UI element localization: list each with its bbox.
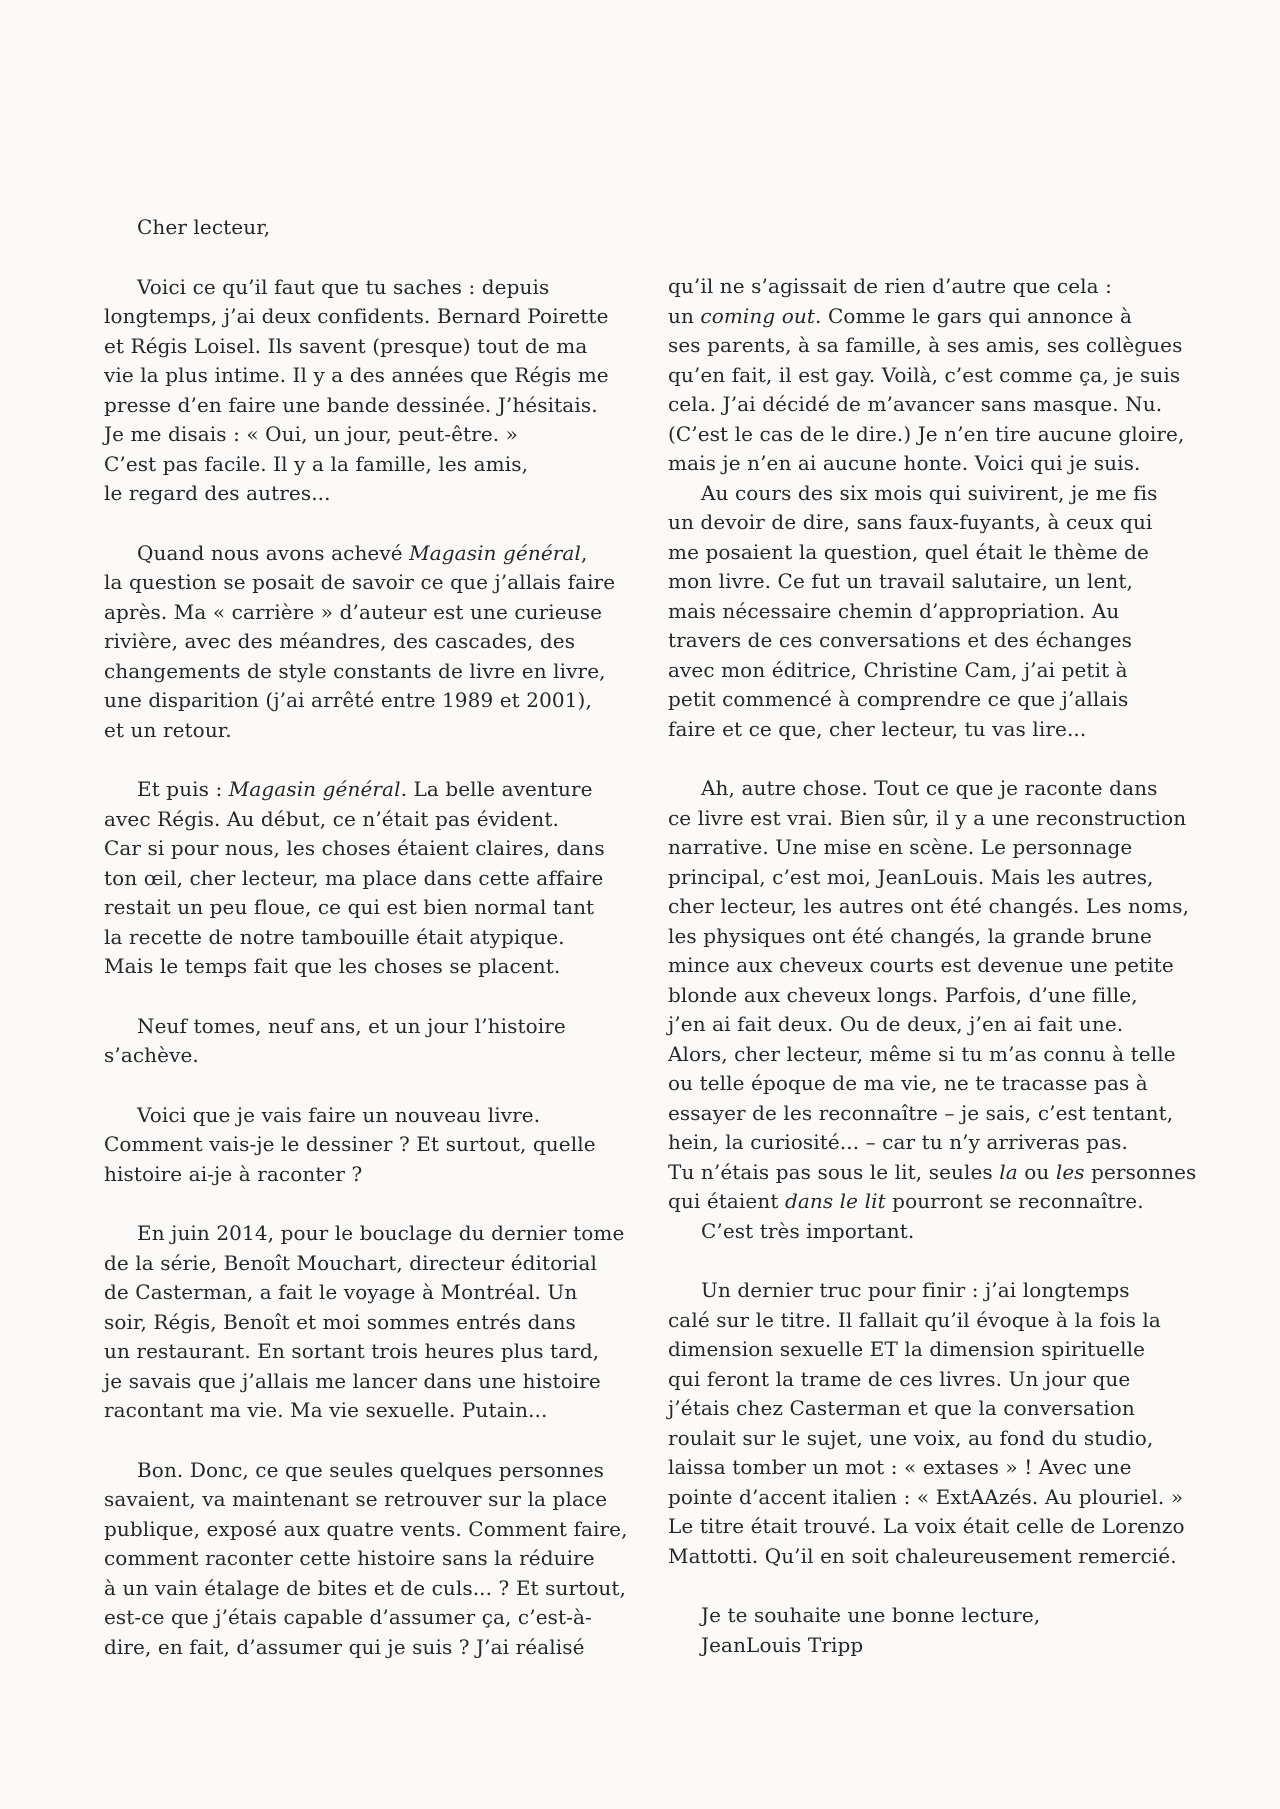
left-column [104,213,629,1662]
italic-text: les [1055,1159,1085,1184]
italic-text: dans le lit [784,1189,886,1213]
paragraph: Bon. Donc, ce que seules quelques personnes savaient, va maintenant se retrouver sur la place publique, exposé aux quatre vents. Comment faire, comment raconter cette histoire sans la réduire à un vain étalage de bites et de culs... ? Et surtout, est-ce que j’étais capable d’assumer ça, c’est-à- dire, en fait, d’assumer qui je suis ? J’ai réalisé [104,1457,628,1659]
paragraph: En juin 2014, pour le bouclage du dernier tome de la série, Benoît Mouchart, directeur éditorial de Casterman, a fait le voyage à Montréal. Un soir, Régis, Benoît et moi sommes entrés dans un restaurant. En sortant trois heures plus tard, je savais que j’allais me lancer dans une histoire racontant ma vie. Ma vie sexuelle. Putain... [104,1221,625,1422]
italic-text: coming out [700,303,816,328]
paragraph: Neuf tomes, neuf ans, et un jour l’histoire s’achève. [104,1013,566,1067]
paragraph: Au cours des six mois qui suivirent, je me fis un devoir de dire, sans faux-fuyants, à ceux qui me posaient la question, quel était le thème de mon livre. Ce fut un travail salutaire, un lent, mais nécessaire chemin d’appropriation. Au travers de ces conversations et des échanges avec mon éditrice, Christine Cam, j’ai petit à petit commencé à comprendre ce que j’allais faire et ce que, cher lecteur, tu vas lire... [668,480,1158,741]
paragraph: qu’il ne s’agissait de rien d’autre que cela : un coming out. Comme le gars qui annonce à ses parents, à sa famille, à ses amis, ses collègues qu’en fait, il est gay. Voilà, c’est comme ça, je suis cela. J’ai décidé de m’avancer sans masque. Nu. (C’est le cas de le dire.) Je n’en tire aucune gloire, mais je n’en ai aucune honte. Voici qui je suis. [668,274,1185,475]
paragraph: Ah, autre chose. Tout ce que je raconte dans ce livre est vrai. Bien sûr, il y a une reconstruction narrative. Une mise en scène. Le personnage principal, c’est moi, JeanLouis. Mais les autres, cher lecteur, les autres ont été changés. Les noms, les physiques ont été changés, la grande brune mince aux cheveux courts est devenue une petite blonde aux cheveux longs. Parfois, d’une fille, j’en ai fait deux. Ou de deux, j’en ai fait une. Alors, cher lecteur, même si tu m’as connu à telle ou telle époque de ma vie, ne te tracasse pas à essayer de les reconnaître – je sais, c’est tentant, hein, la curiosité... – car tu n’y arriveras pas. Tu n’étais pas sous le lit, seules la ou les personnes qui étaient dans le lit pourront se reconnaître. [668,776,1197,1213]
salutation: Cher lecteur, [137,215,271,239]
paragraph: Et puis : Magasin général. La belle aventure avec Régis. Au début, ce n’était pas évident. Car si pour nous, les choses étaient claires, dans ton œil, cher lecteur, ma place dans cette affaire restait un peu floue, ce qui est bien normal tant la recette de notre tambouille était atypique. Mais le temps fait que les choses se placent. [104,777,605,978]
italic-text: Magasin général [228,777,401,801]
signature: Je te souhaite une bonne lecture, JeanLouis Tripp [701,1603,1041,1657]
paragraph: C’est très important. [701,1218,915,1243]
right-column [668,272,1197,1660]
paragraph: Un dernier truc pour finir : j’ai longtemps calé sur le titre. Il fallait qu’il évoque à la fois la dimension sexuelle ET la dimension spirituelle qui feront la trame de ces livres. Un jour que j’étais chez Casterman et que la conversation roulait sur le sujet, une voix, au fond du studio, laissa tomber un mot : « extases » ! Avec une pointe d’accent italien : « ExtAAzés. Au plouriel. » Le titre était trouvé. La voix était celle de Lorenzo Mattotti. Qu’il en soit chaleureusement remercié. [668,1278,1185,1568]
paragraph: Quand nous avons achevé Magasin général, la question se posait de savoir ce que j’allais faire après. Ma « carrière » d’auteur est une curieuse rivière, avec des méandres, des cascades, des changements de style constants de livre en livre, une disparition (j’ai arrêté entre 1989 et 2001), et un retour. [104,540,616,742]
italic-text: Magasin général [409,540,581,565]
italic-text: la [999,1159,1018,1184]
paragraph: Voici que je vais faire un nouveau livre. Comment vais-je le dessiner ? Et surtout, quelle histoire ai-je à raconter ? [104,1102,596,1186]
paragraph: Voici ce qu’il faut que tu saches : depuis longtemps, j’ai deux confidents. Bernard Poirette et Régis Loisel. Ils savent (presque) tout de ma vie la plus intime. Il y a des années que Régis me presse d’en faire une bande dessinée. J’hésitais. Je me disais : « Oui, un jour, peut-être. » C’est pas facile. Il y a la famille, les amis, le regard des autres... [104,274,609,505]
